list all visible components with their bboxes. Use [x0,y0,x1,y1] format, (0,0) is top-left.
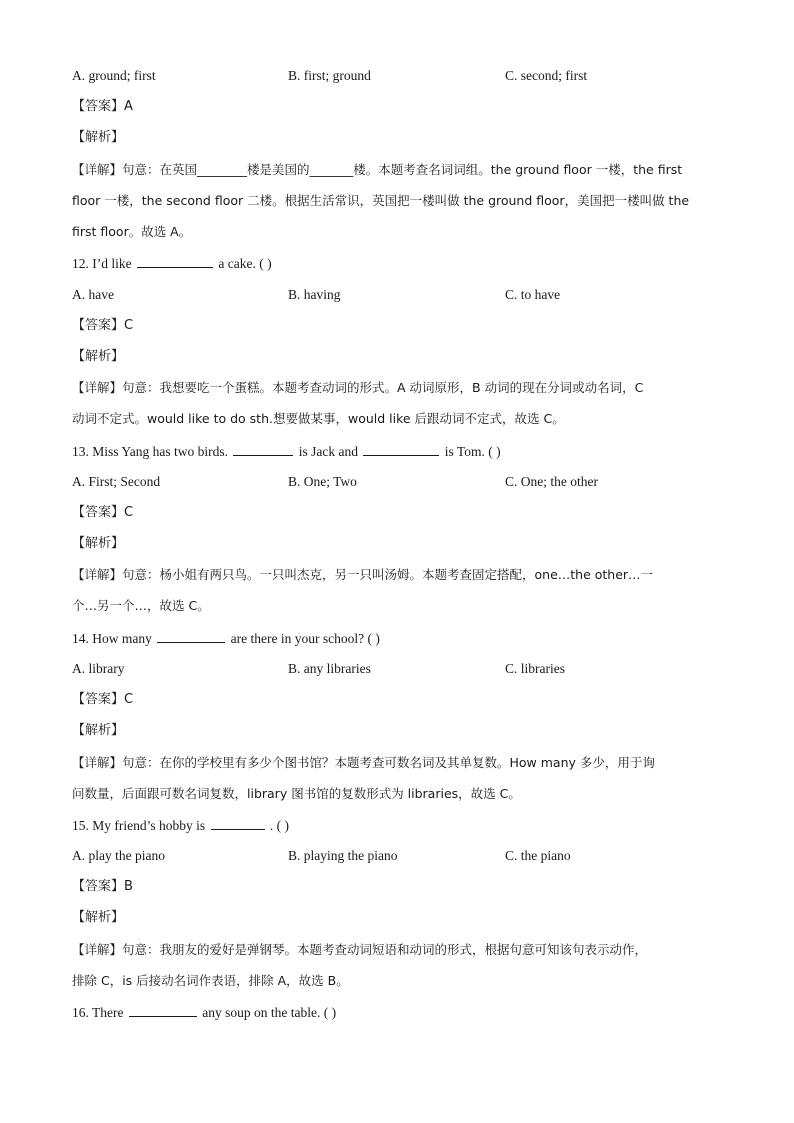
q16-stem-start: 16. There [72,1005,124,1020]
q12-detail-line: 【详解】句意：我想要吃一个蛋糕。本题考查动词的形式。A 动词原形，B 动词的现在分词或动名词，C [72,380,644,395]
q13-blank-1 [233,441,293,456]
q15-option-c: C. the piano [505,848,571,863]
q13-stem-start: 13. Miss Yang has two birds. [72,444,229,459]
q14-detail-line: 【详解】句意：在你的学校里有多少个图书馆？本题考查可数名词及其单复数。How many 多少，用于询 [72,755,655,770]
q12-analysis-heading: 【解析】 [72,349,125,364]
q12-answer: 【答案】C [72,318,134,333]
q14-blank [157,628,225,643]
q13-detail-line: 【详解】句意：杨小姐有两只鸟。一只叫杰克，另一只叫汤姆。本题考查固定搭配，one…the other…一 [72,567,654,582]
q11-option-c: C. second; first [505,68,588,83]
q14-options [72,659,732,679]
q11-answer: 【答案】A [72,99,133,114]
q13-option-a: A. First; Second [72,474,161,489]
q13-option-b: B. One; Two [288,474,357,489]
q15-detail-line: 【详解】句意：我朋友的爱好是弹钢琴。本题考查动词短语和动词的形式，根据句意可知该句表示动作， [72,942,648,957]
q13-stem-end: is Tom. ( ) [444,444,501,459]
q13-detail-line: 个…另一个…，故选 C。 [72,598,210,613]
q14-stem [72,628,732,649]
q14-option-b: B. any libraries [288,661,371,676]
q12-option-b: B. having [288,287,341,302]
q12-stem [72,253,732,274]
q14-stem-end: are there in your school? ( ) [230,631,380,646]
q12-blank [137,253,213,268]
q12-options [72,285,732,305]
q14-stem-start: 14. How many [72,631,152,646]
q11-option-a: A. ground; first [72,68,156,83]
q15-option-a: A. play the piano [72,848,165,863]
q14-detail-line: 问数量，后面跟可数名词复数，library 图书馆的复数形式为 libraries，故选 C。 [72,786,521,801]
q12-option-c: C. to have [505,287,561,302]
q14-analysis-heading: 【解析】 [72,723,125,738]
q15-stem-end: . ( ) [269,818,289,833]
q11-analysis-heading: 【解析】 [72,130,125,145]
q13-stem-middle: is Jack and [298,444,359,459]
q14-option-c: C. libraries [505,661,565,676]
q16-stem [72,1002,732,1023]
q15-analysis-heading: 【解析】 [72,910,125,925]
q15-stem-start: 15. My friend’s hobby is [72,818,206,833]
q15-blank [211,815,265,830]
q11-option-b: B. first; ground [288,68,371,83]
q15-answer: 【答案】B [72,879,133,894]
q11-detail-line: first floor。故选 A。 [72,224,192,239]
q12-option-a: A. have [72,287,114,302]
q11-detail-line: 【详解】句意：在英国________楼是美国的_______楼。本题考查名词词组。the ground floor 一楼，the first [72,162,683,177]
q14-option-a: A. library [72,661,125,676]
q16-blank [129,1002,197,1017]
q11-options [72,66,732,86]
q16-stem-end: any soup on the table. ( ) [202,1005,337,1020]
q15-options [72,846,732,866]
q14-answer: 【答案】C [72,692,134,707]
q13-options [72,472,732,492]
q15-stem [72,815,732,836]
q12-stem-start: 12. I’d like [72,256,132,271]
q13-stem [72,441,732,462]
q12-stem-end: a cake. ( ) [218,256,272,271]
q12-detail-line: 动词不定式。would like to do sth.想要做某事，would like 后跟动词不定式，故选 C。 [72,411,565,426]
q15-option-b: B. playing the piano [288,848,398,863]
q13-answer: 【答案】C [72,505,134,520]
q13-blank-2 [363,441,439,456]
q13-analysis-heading: 【解析】 [72,536,125,551]
q13-option-c: C. One; the other [505,474,598,489]
q11-detail-line: floor 一楼，the second floor 二楼。根据生活常识，英国把一楼叫做 the ground floor，美国把一楼叫做 the [72,193,690,208]
q15-detail-line: 排除 C，is 后接动名词作表语，排除 A，故选 B。 [72,973,349,988]
